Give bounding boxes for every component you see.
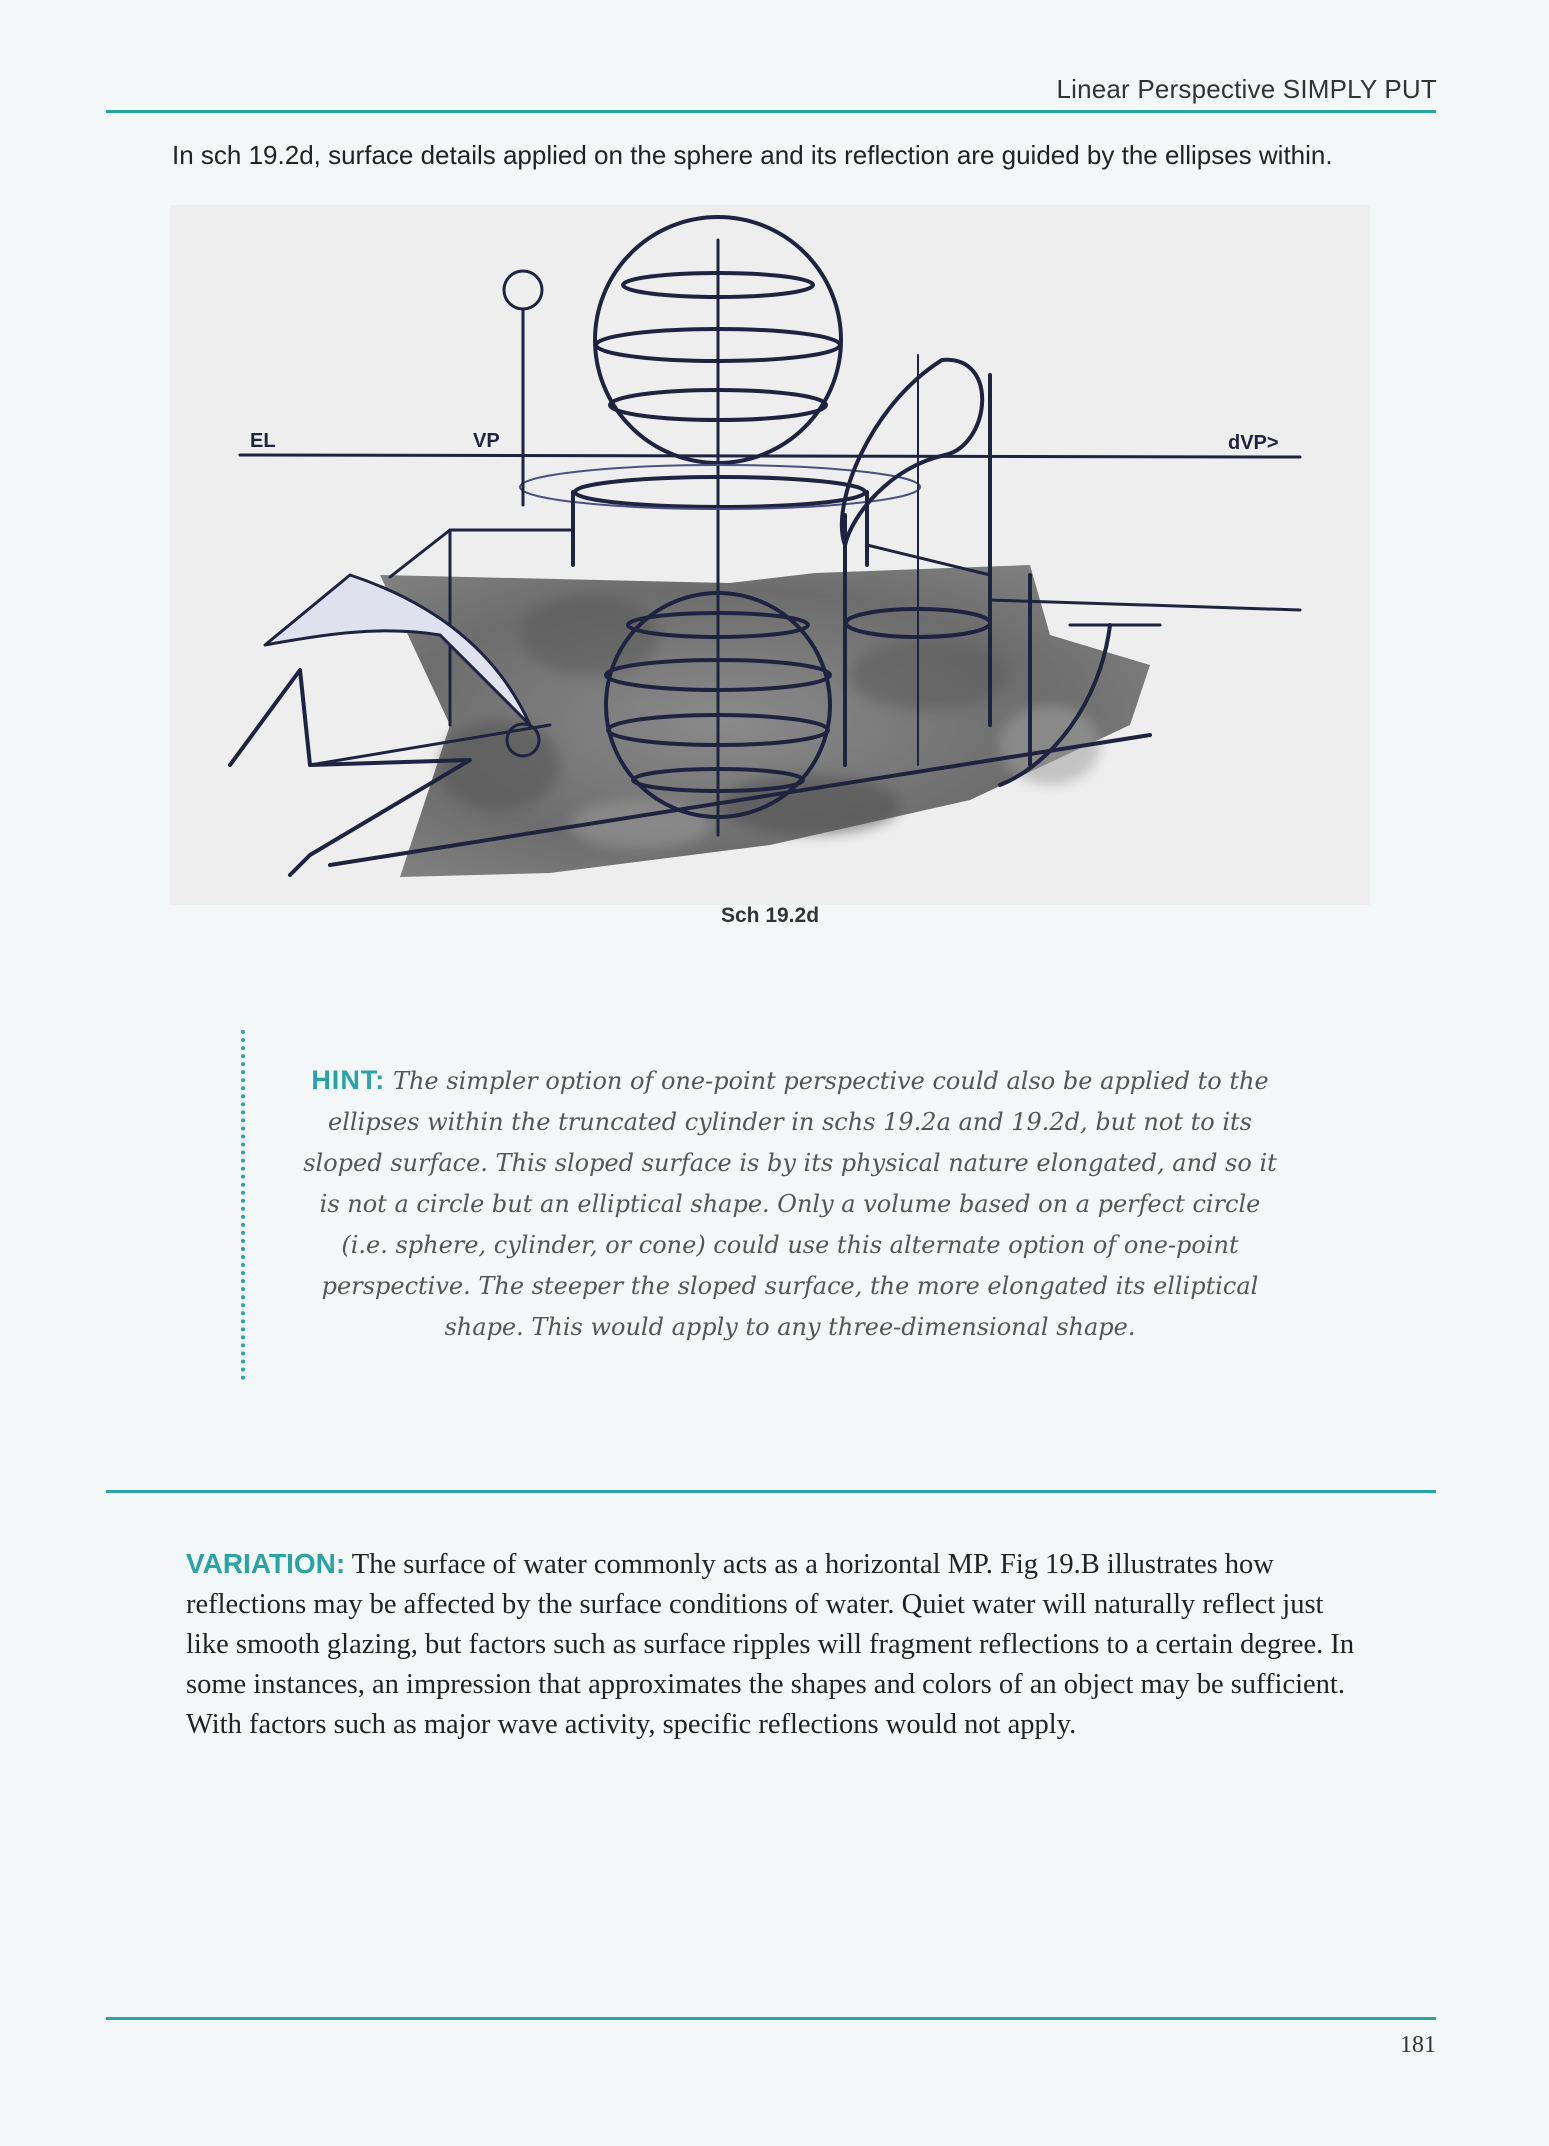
label-dvp: dVP> [1228, 432, 1279, 454]
eye-level-line [240, 455, 1300, 457]
hint-box [300, 1060, 1280, 1348]
hint-body: The simpler option of one-point perspective could also be applied to the ellipses within the truncated cylinder in schs 19.2a and 19.2d, but not to its sloped surface. This sloped surface is by its physical nature elongated, and so it is not a circle but an elliptical shape. Only a volume based on a perfect circle (i.e. sphere, cylinder, or cone) could use this alternate option of one-point perspective. The steeper the sloped surface, the more elongated its elliptical shape. This would apply to any three-dimensional shape. [303, 1067, 1277, 1341]
variation-body: The surface of water commonly acts as a horizontal MP. Fig 19.B illustrates how reflections may be affected by the surface conditions of water. Quiet water will naturally reflect just like smooth glazing, but factors such as surface ripples will fragment reflections to a certain degree. In some instances, an impression that approximates the shapes and colors of an object may be sufficient. With factors such as major wave activity, specific reflections would not apply. [186, 1549, 1355, 1740]
intro-paragraph: In sch 19.2d, surface details applied on the sphere and its reflection are guided by the ellipses within. [172, 140, 1333, 170]
figure-sch-19-2d [170, 205, 1370, 905]
perspective-sketch [170, 205, 1370, 905]
label-el: EL [250, 430, 276, 452]
footer-rule [106, 2017, 1436, 2020]
figure-caption: Sch 19.2d [720, 904, 820, 927]
header-rule [106, 110, 1436, 113]
running-title: Linear Perspective SIMPLY PUT [1056, 74, 1437, 104]
hint-label: HINT: [311, 1065, 386, 1095]
label-vp: VP [473, 430, 500, 452]
variation-paragraph [186, 1544, 1356, 1745]
page-number: 181 [1400, 2032, 1436, 2058]
hint-dotted-bar [241, 1030, 245, 1380]
variation-label: VARIATION: [186, 1548, 346, 1579]
section-rule [106, 1490, 1436, 1493]
